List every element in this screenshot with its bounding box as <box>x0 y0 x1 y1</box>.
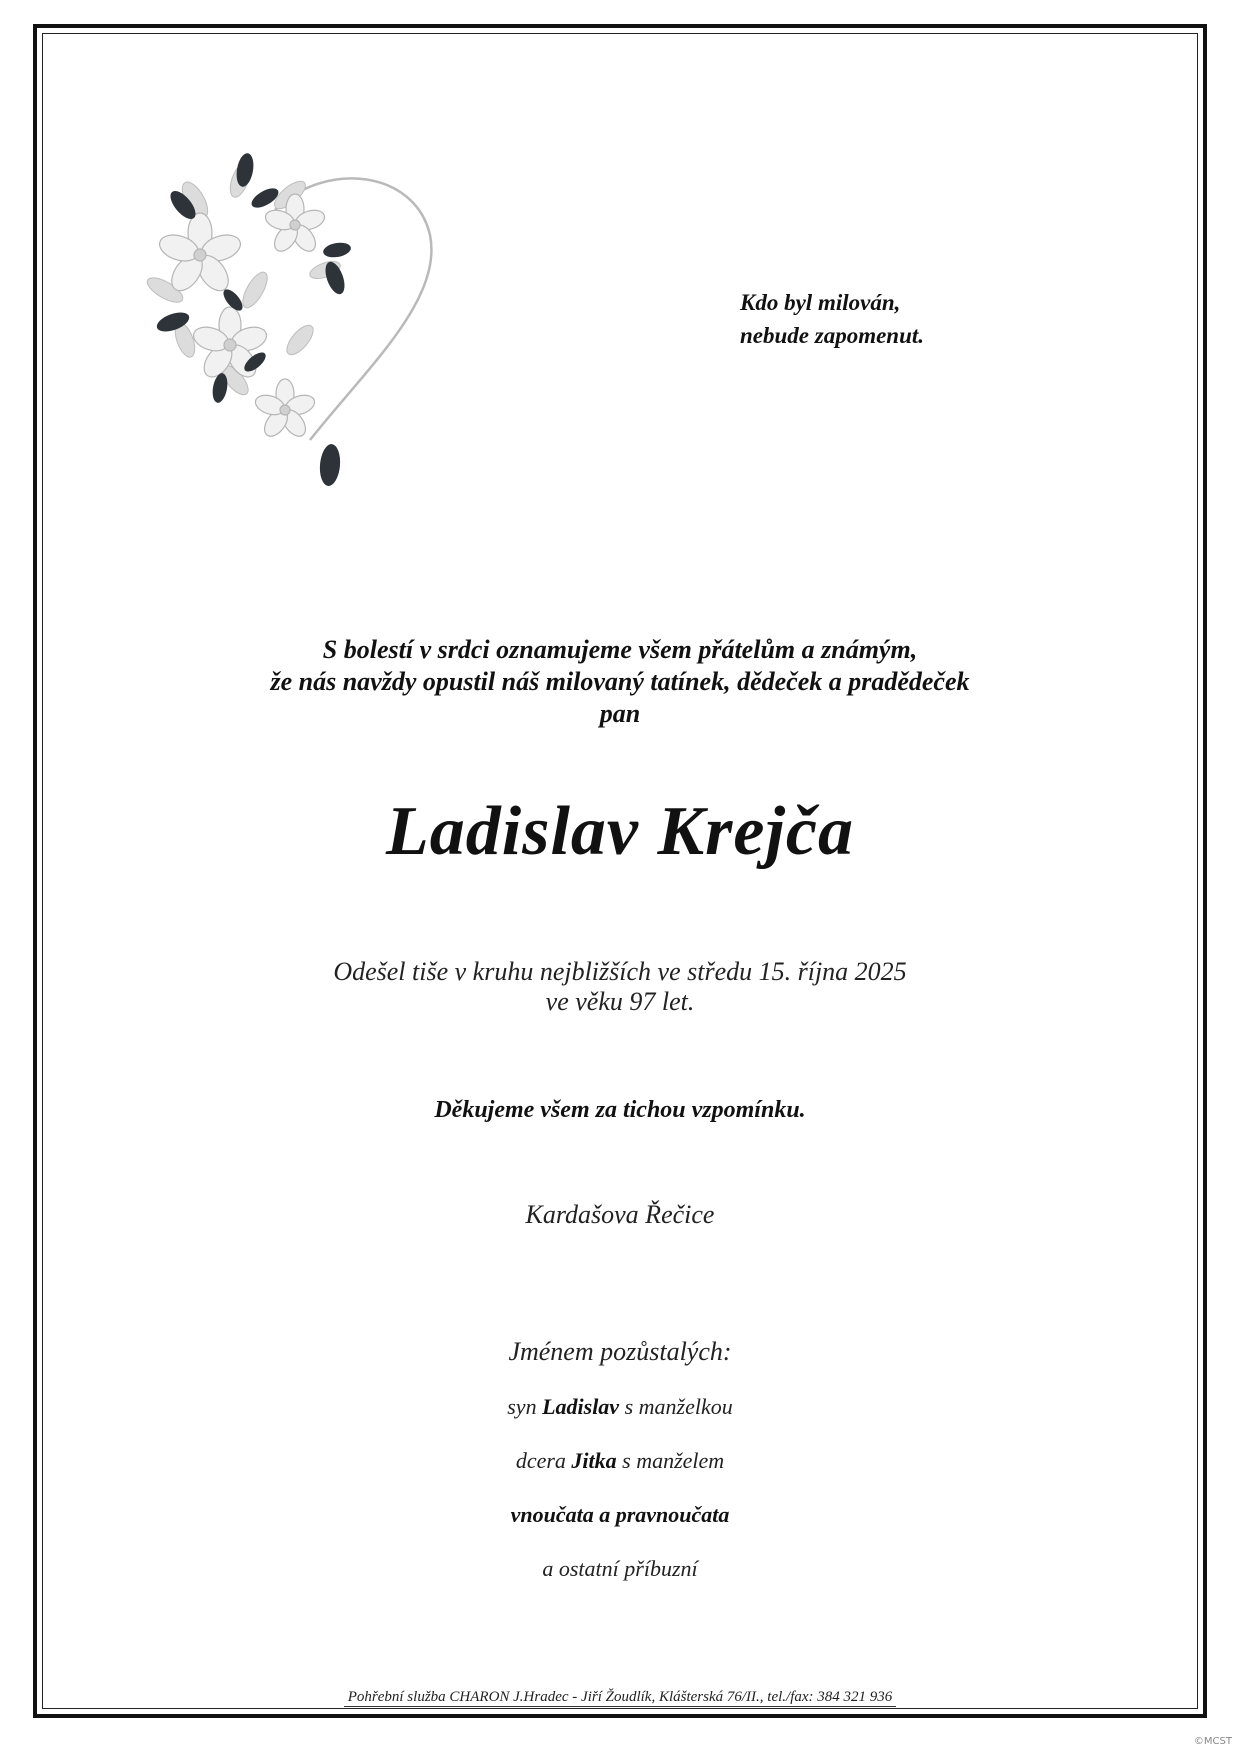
death-notice-line-2: ve věku 97 let. <box>545 987 695 1016</box>
town: Kardašova Řečice <box>525 1200 715 1229</box>
thanks-line: Děkujeme všem za tichou vzpomínku. <box>434 1097 806 1123</box>
survivor-relatives: a ostatní příbuzní <box>542 1556 698 1581</box>
survivor-grandchildren: vnoučata a pravnoučata <box>510 1502 730 1527</box>
footer-text: Pohřební služba CHARON J.Hradec - Jiří Žoudlík, Klášterská 76/II., tel./fax: 384 321 936 <box>344 1688 897 1707</box>
motto <box>740 286 1040 352</box>
announcement <box>0 634 1240 730</box>
death-notice-line-1: Odešel tiše v kruhu nejbližších ve středu 15. října 2025 <box>333 957 907 986</box>
daughter-suffix: s manželem <box>622 1448 725 1473</box>
announcement-line-3: pan <box>599 699 641 728</box>
son-name: Ladislav <box>542 1394 620 1419</box>
floral-heart-icon <box>125 140 495 510</box>
motto-line-2: nebude zapomenut. <box>740 323 925 348</box>
deceased-name: Ladislav Krejča <box>386 793 854 870</box>
announcement-line-1: S bolestí v srdci oznamujeme všem přátelům a známým, <box>322 635 918 664</box>
death-notice <box>0 957 1240 1017</box>
survivors-heading: Jménem pozůstalých: <box>508 1337 732 1366</box>
survivor-daughter <box>0 1447 1240 1475</box>
motto-line-1: Kdo byl milován, <box>740 290 901 315</box>
son-prefix: syn <box>507 1394 537 1419</box>
son-suffix: s manželkou <box>624 1394 733 1419</box>
announcement-line-2: že nás navždy opustil náš milovaný tatínek, dědeček a pradědeček <box>270 667 970 696</box>
daughter-name: Jitka <box>571 1448 617 1473</box>
survivor-son <box>0 1393 1240 1421</box>
funeral-service-footer <box>0 1688 1240 1707</box>
watermark: ©MCST <box>1193 1736 1232 1747</box>
daughter-prefix: dcera <box>515 1448 566 1473</box>
